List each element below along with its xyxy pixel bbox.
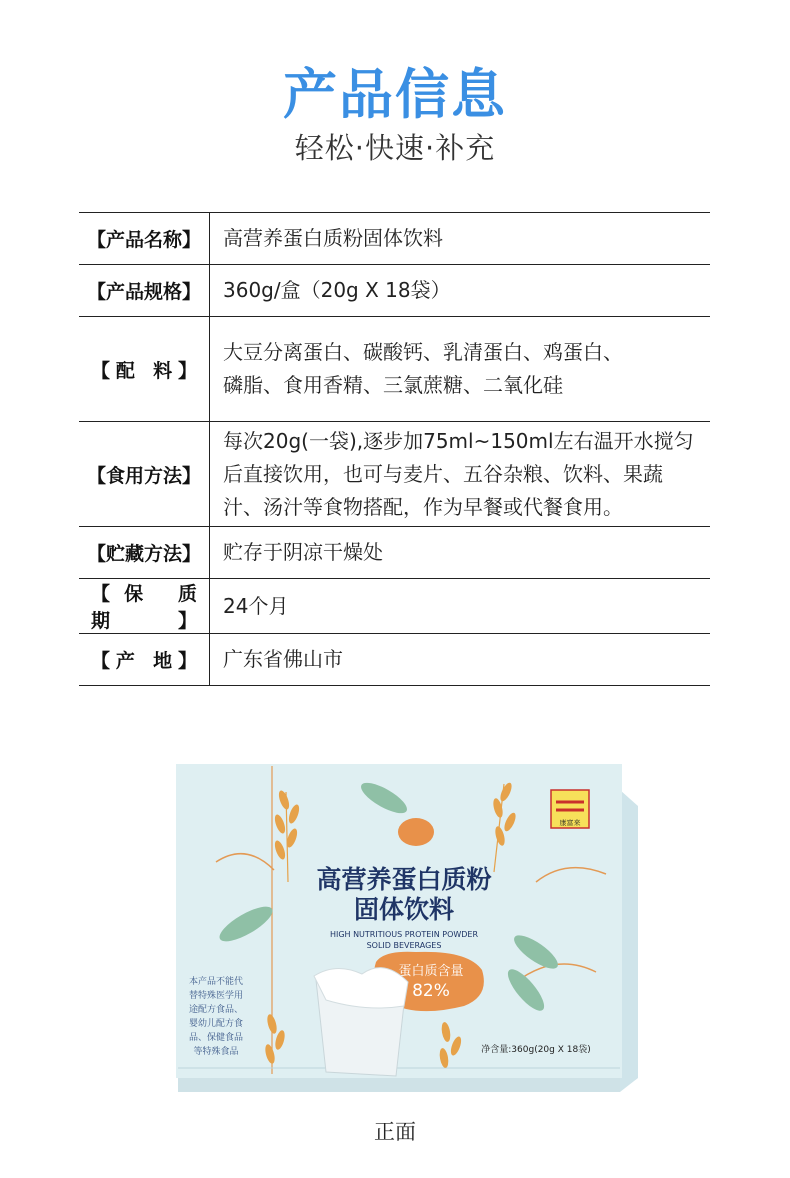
row-value: 大豆分离蛋白、碳酸钙、乳清蛋白、鸡蛋白、 磷脂、食用香精、三氯蔗糖、二氧化硅 bbox=[210, 317, 711, 422]
svg-text:替特殊医学用: 替特殊医学用 bbox=[188, 991, 244, 1001]
row-value: 贮存于阴凉干燥处 bbox=[210, 527, 711, 579]
product-name-en-line2: SOLID BEVERAGES bbox=[366, 941, 442, 950]
row-label: 【产 地】 bbox=[79, 634, 210, 686]
row-label: 【贮藏方法】 bbox=[79, 527, 210, 579]
product-name-line1: 高营养蛋白质粉 bbox=[316, 865, 492, 894]
svg-text:等特殊食品: 等特殊食品 bbox=[193, 1047, 239, 1057]
svg-text:品、保健食品: 品、保健食品 bbox=[188, 1033, 244, 1043]
table-row bbox=[79, 634, 710, 686]
svg-text:82%: 82% bbox=[412, 981, 450, 1001]
table-row bbox=[79, 213, 710, 265]
row-value: 广东省佛山市 bbox=[210, 634, 711, 686]
product-info-table bbox=[79, 212, 710, 686]
svg-text:婴幼儿配方食: 婴幼儿配方食 bbox=[188, 1019, 244, 1029]
row-label: 【保 质 期】 bbox=[79, 579, 210, 634]
product-name-en-line1: HIGH NUTRITIOUS PROTEIN POWDER bbox=[329, 930, 479, 939]
svg-text:途配方食品、: 途配方食品、 bbox=[188, 1005, 244, 1015]
brand-logo bbox=[551, 790, 589, 828]
net-content: 净含量:360g(20g X 18袋) bbox=[481, 1045, 591, 1055]
image-caption: 正面 bbox=[374, 1120, 416, 1144]
table-row bbox=[79, 579, 710, 634]
soybean-icon bbox=[398, 818, 434, 846]
row-value: 24个月 bbox=[210, 579, 711, 634]
svg-text:本产品不能代: 本产品不能代 bbox=[188, 977, 244, 987]
row-label: 【产品规格】 bbox=[79, 265, 210, 317]
svg-text:蛋白质含量: 蛋白质含量 bbox=[398, 964, 464, 979]
table-row bbox=[79, 317, 710, 422]
product-name-line2: 固体饮料 bbox=[353, 895, 455, 924]
table-row bbox=[79, 422, 710, 527]
row-label: 【食用方法】 bbox=[79, 422, 210, 527]
product-box-image bbox=[176, 762, 638, 1092]
page-title: 产品信息 bbox=[283, 63, 507, 126]
row-value: 高营养蛋白质粉固体饮料 bbox=[210, 213, 711, 265]
row-value: 360g/盒（20g X 18袋） bbox=[210, 265, 711, 317]
page-subtitle: 轻松·快速·补充 bbox=[294, 131, 496, 165]
svg-text:康富来: 康富来 bbox=[559, 819, 581, 827]
row-label: 【配 料】 bbox=[79, 317, 210, 422]
table-row bbox=[79, 265, 710, 317]
table-row bbox=[79, 527, 710, 579]
milk-glass-icon bbox=[314, 968, 408, 1076]
row-label: 【产品名称】 bbox=[79, 213, 210, 265]
row-value: 每次20g(一袋),逐步加75ml~150ml左右温开水搅匀 后直接饮用，也可与麦片、五谷杂粮、饮料、果蔬 汁、汤汁等食物搭配，作为早餐或代餐食用。 bbox=[210, 422, 711, 527]
